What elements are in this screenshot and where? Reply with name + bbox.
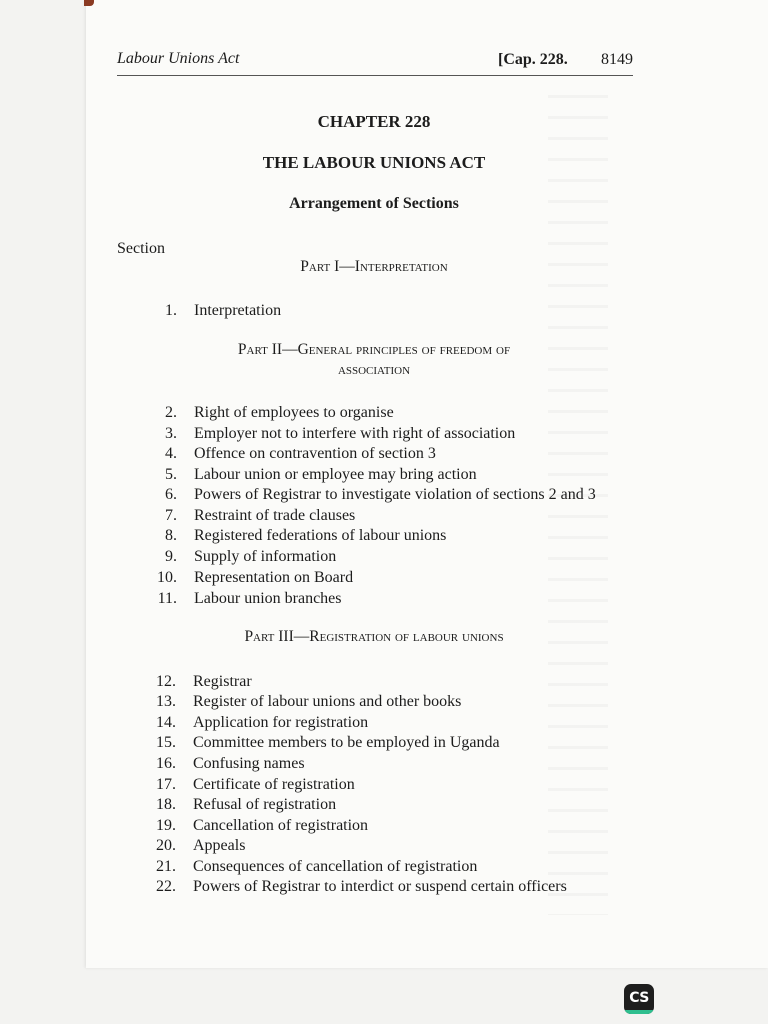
part-heading [86, 627, 662, 647]
section-number: 20. [156, 837, 176, 854]
section-title: Right of employees to organise [194, 404, 394, 421]
page-corner-mark [84, 0, 94, 6]
section-number: 14. [156, 714, 176, 731]
section-column-label: Section [117, 240, 165, 257]
section-title: Interpretation [194, 302, 282, 319]
section-number: 16. [156, 755, 176, 772]
section-title: Refusal of registration [193, 796, 337, 813]
section-title: Committee members to be employed in Uganda [193, 734, 500, 751]
section-number: 12. [156, 673, 176, 690]
section-number: 4. [165, 445, 177, 462]
section-number: 3. [165, 425, 177, 442]
section-number: 8. [165, 527, 177, 544]
section-title: Powers of Registrar to interdict or suspend certain officers [193, 878, 567, 895]
running-head-cap: [Cap. 228. [498, 51, 568, 68]
arrangement-heading: Arrangement of Sections [289, 195, 459, 212]
section-title: Certificate of registration [193, 776, 355, 793]
section-title: Registered federations of labour unions [194, 527, 447, 544]
section-title: Restraint of trade clauses [194, 507, 356, 524]
section-number: 7. [165, 507, 177, 524]
section-number: 17. [156, 776, 176, 793]
section-title: Offence on contravention of section 3 [194, 445, 436, 462]
part-heading [86, 257, 662, 277]
part-heading-line: association [337, 361, 411, 378]
section-title: Register of labour unions and other books [193, 693, 462, 710]
chapter-heading: CHAPTER 228 [317, 112, 431, 131]
section-number: 2. [165, 404, 177, 421]
section-title: Labour union branches [194, 590, 342, 607]
header-rule [117, 75, 633, 76]
part-heading-line: Part II—General principles of freedom of [237, 341, 511, 358]
section-title: Cancellation of registration [193, 817, 369, 834]
bleed-through-shadow [548, 95, 608, 915]
section-number: 5. [165, 466, 177, 483]
section-number: 6. [165, 486, 177, 503]
section-title: Employer not to interfere with right of association [194, 425, 516, 442]
section-number: 15. [156, 734, 176, 751]
section-number: 11. [157, 590, 177, 607]
section-number: 19. [156, 817, 176, 834]
section-title: Representation on Board [194, 569, 354, 586]
section-title: Appeals [193, 837, 246, 854]
act-title: THE LABOUR UNIONS ACT [262, 153, 486, 172]
section-number: 10. [157, 569, 177, 586]
page-number: 8149 [601, 51, 633, 68]
section-number: 21. [156, 858, 176, 875]
section-number: 9. [165, 548, 177, 565]
part-heading [86, 340, 662, 380]
section-title: Labour union or employee may bring action [194, 466, 477, 483]
section-title: Powers of Registrar to investigate violation of sections 2 and 3 [194, 486, 596, 503]
section-number: 13. [156, 693, 176, 710]
section-title: Confusing names [193, 755, 305, 772]
part-heading-line: Part I—Interpretation [300, 258, 448, 275]
section-title: Application for registration [193, 714, 369, 731]
part-heading-line: Part III—Registration of labour unions [244, 628, 504, 645]
section-title: Supply of information [194, 548, 337, 565]
section-title: Consequences of cancellation of registration [193, 858, 478, 875]
camscanner-logo: CS [624, 984, 654, 1014]
section-number: 1. [165, 302, 177, 319]
running-head-title: Labour Unions Act [117, 50, 240, 67]
section-number: 22. [156, 878, 176, 895]
section-title: Registrar [193, 673, 252, 690]
section-number: 18. [156, 796, 176, 813]
